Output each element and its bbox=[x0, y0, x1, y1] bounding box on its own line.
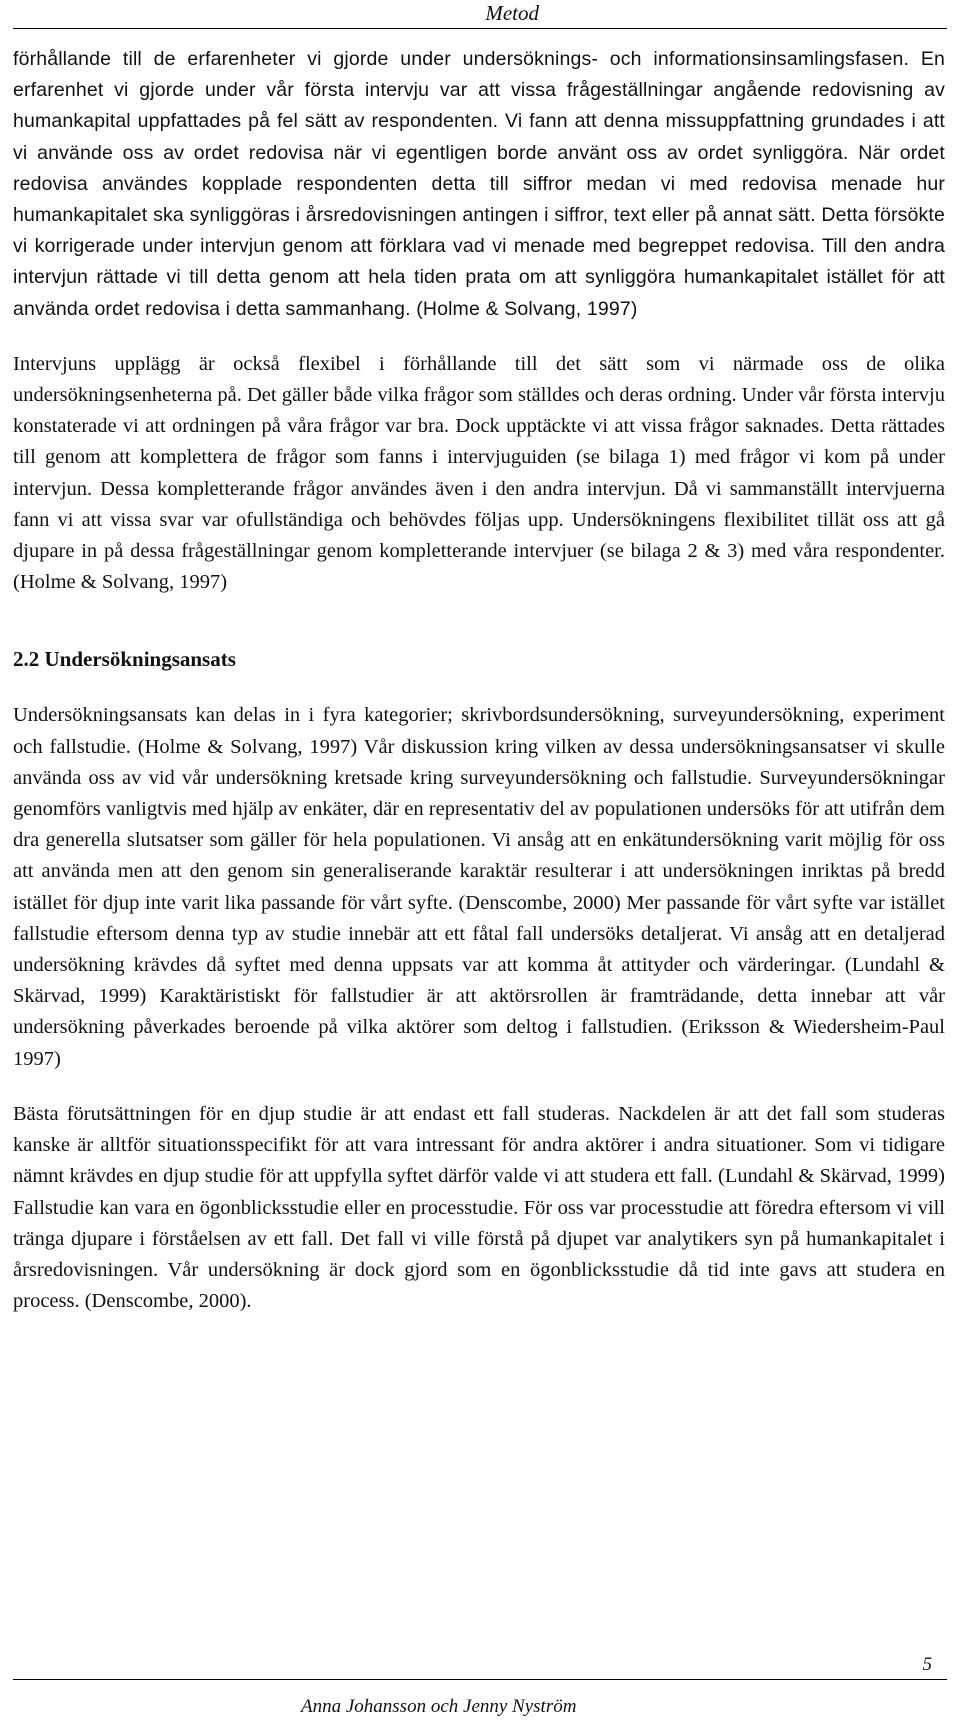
page-footer bbox=[13, 1654, 947, 1720]
document-body bbox=[13, 44, 945, 1317]
page-number: 5 bbox=[922, 1654, 932, 1675]
paragraph-2: Intervjuns upplägg är också flexibel i förhållande till det sätt som vi närmade oss de olika undersökningsenheterna på. Det gäller både vilka frågor som ställdes och deras ordning. Under vår första intervju konstaterade vi att ordningen på våra frågor var bra. Dock upptäckte vi att vissa frågor saknades. Detta rättades till genom att komplettera de frågor som fanns i intervjuguiden (se bilaga 1) med frågor vi kom på under intervjun. Dessa kompletterande frågor användes även i den andra intervjun. Då vi sammanställt intervjuerna fann vi att vissa svar var ofullständiga och behövdes följas upp. Undersökningens flexibilitet tillät oss att gå djupare in på dessa frågeställningar genom kompletterande intervjuer (se bilaga 2 & 3) med våra respondenter. (Holme & Solvang, 1997) bbox=[13, 352, 945, 594]
footer-authors: Anna Johansson och Jenny Nyström bbox=[301, 1696, 577, 1717]
paragraph-gap bbox=[13, 325, 945, 349]
paragraph-gap bbox=[13, 1075, 945, 1099]
paragraph-1: förhållande till de erfarenheter vi gjorde under undersöknings- och informationsinsamlingsfasen. En erfarenhet vi gjorde under vår första intervju var att vissa frågeställningar angående redovisning av humankapital uppfattades på fel sätt av respondenten. Vi fann att denna missuppfattning grundades i att vi använde oss av ordet redovisa när vi egentligen borde använt oss av ordet synliggöra. När ordet redovisa användes kopplade respondenten detta till siffror medan vi med redovisa menade hur humankapitalet ska synliggöras i årsredovisningen antingen i siffror, text eller på annat sätt. Detta försökte vi korrigerade under intervjun genom att förklara vad vi menade med begreppet redovisa. Till den andra intervjun rättade vi till detta genom att hela tiden prata om att synliggöra humankapitalet istället för att använda ordet redovisa i detta sammanhang. (Holme & Solvang, 1997) bbox=[13, 48, 945, 320]
page-header bbox=[13, 0, 947, 29]
section-paragraph-1: Undersökningsansats kan delas in i fyra kategorier; skrivbordsundersökning, surveyundersökning, experiment och fallstudie. (Holme & Solvang, 1997) Vår diskussion kring vilken av dessa undersökningsansatser vi skulle använda oss av vid vår undersökning kretsade kring surveyundersökning och fallstudie. Surveyundersökningar genomförs vanligtvis med hjälp av enkäter, där en representativ del av populationen undersöks för att utifrån dem dra generella slutsatser som gäller för hela populationen. Vi ansåg att en enkätundersökning varit möjlig för oss att använda men att den genom sin generaliserande karaktär resulterar i att undersökningen inriktas på bredd istället för djup inte varit lika passande för vårt syfte. (Denscombe, 2000) Mer passande för vårt syfte var istället fallstudie eftersom denna typ av studie innebär att ett fåtal fall undersöks detaljerat. Vi ansåg att en detaljerad undersökning krävdes då syftet med denna uppsats var att komma åt attityder och värderingar. (Lundahl & Skärvad, 1999) Karaktäristiskt för fallstudier är att aktörsrollen är framträdande, detta innebar att vår undersökning påverkades beroende på vilka aktörer som deltog i fallstudien. (Eriksson & Wiedersheim-Paul 1997) bbox=[13, 704, 945, 1070]
header-title: Metod bbox=[485, 1, 539, 25]
section-heading: 2.2 Undersökningsansats bbox=[13, 647, 236, 672]
section-paragraph-2: Bästa förutsättningen för en djup studie är att endast ett fall studeras. Nackdelen är att det fall som studeras kanske är alltför situationsspecifikt för att vara intressant för andra aktörer i andra situationer. Som vi tidigare nämnt krävdes en djup studie för att uppfylla syftet därför valde vi att studera ett fall. (Lundahl & Skärvad, 1999) Fallstudie kan vara en ögonblicksstudie eller en processtudie. För oss var processtudie att föredra eftersom vi vill tränga djupare i förståelsen av ett fall. Det fall vi ville förstå på djupet var analytikers syn på humankapitalet i årsredovisningen. Vår undersökning är dock gjord som en ögonblicksstudie då tid inte gavs att studera en process. (Denscombe, 2000). bbox=[13, 1102, 945, 1313]
